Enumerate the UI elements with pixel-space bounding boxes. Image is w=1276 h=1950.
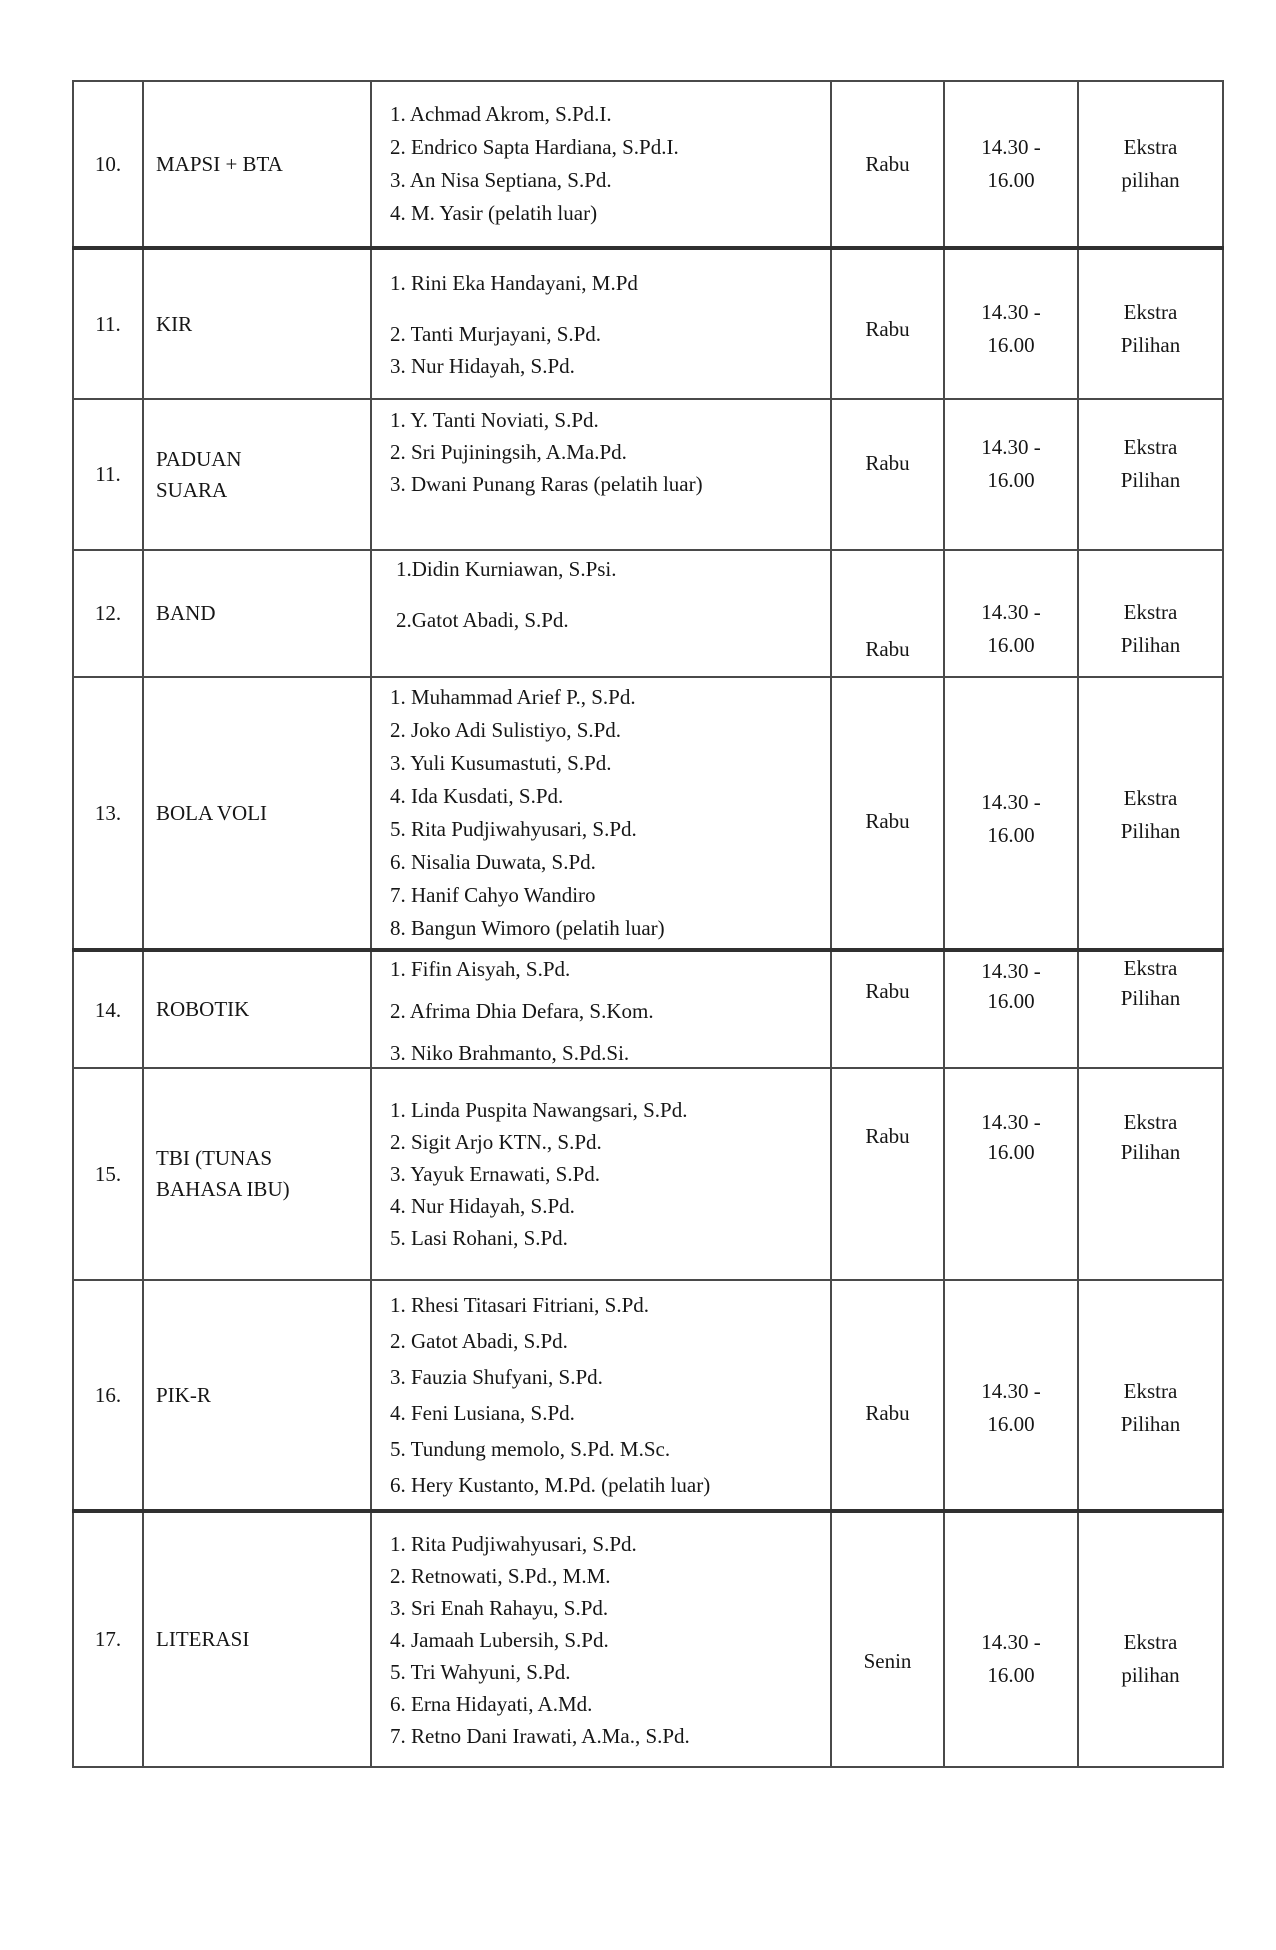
activity-name: TBI (TUNAS	[156, 1146, 273, 1170]
teacher-item: 2. Retnowati, S.Pd., M.M.	[390, 1563, 611, 1588]
time-value: 14.30 -	[981, 300, 1041, 324]
teacher-item: 5. Tundung memolo, S.Pd. M.Sc.	[390, 1437, 671, 1461]
teacher-item: 2. Tanti Murjayani, S.Pd.	[390, 321, 602, 346]
time-cell	[944, 81, 1078, 248]
table-row	[73, 1280, 1223, 1511]
activity-name-cell	[143, 1280, 371, 1511]
teacher-item: 4. Nur Hidayah, S.Pd.	[390, 1194, 575, 1218]
teacher-item: 1.Didin Kurniawan, S.Psi.	[396, 557, 617, 581]
teacher-item: 7. Hanif Cahyo Wandiro	[390, 883, 596, 907]
category-value: Ekstra	[1123, 1629, 1178, 1654]
time-value: 14.30 -	[981, 434, 1041, 459]
category-cell	[1078, 1511, 1223, 1767]
row-number-cell	[73, 1280, 143, 1511]
teacher-item: 1. Muhammad Arief P., S.Pd.	[390, 685, 636, 709]
teacher-item: 1. Achmad Akrom, S.Pd.I.	[390, 102, 612, 126]
day-value: Rabu	[865, 808, 910, 833]
teacher-item: 4. Jamaah Lubersih, S.Pd.	[390, 1627, 609, 1652]
activity-name: KIR	[156, 311, 193, 336]
category-cell	[1078, 81, 1223, 248]
teachers-cell	[371, 550, 831, 677]
day-cell	[831, 1511, 944, 1767]
teacher-item: 2.Gatot Abadi, S.Pd.	[396, 608, 569, 632]
time-cell	[944, 399, 1078, 550]
category-value: Pilihan	[1120, 333, 1181, 357]
activity-name-cell	[143, 550, 371, 677]
teacher-item: 3. Niko Brahmanto, S.Pd.Si.	[390, 1041, 630, 1065]
category-cell	[1078, 677, 1223, 950]
day-value: Rabu	[865, 451, 910, 475]
category-value: Ekstra	[1123, 786, 1178, 810]
activity-name-cell	[143, 81, 371, 248]
time-value: 14.30 -	[981, 600, 1041, 624]
row-number: 17.	[94, 1627, 122, 1651]
category-value: pilihan	[1121, 168, 1180, 192]
row-number: 10.	[94, 151, 122, 176]
teacher-item: 1. Fifin Aisyah, S.Pd.	[390, 957, 571, 981]
activity-name: PIK-R	[156, 1382, 211, 1407]
teacher-item: 6. Hery Kustanto, M.Pd. (pelatih luar)	[390, 1473, 711, 1497]
teacher-item: 1. Rita Pudjiwahyusari, S.Pd.	[390, 1531, 637, 1556]
row-number-cell	[73, 399, 143, 550]
time-value: 16.00	[987, 1412, 1035, 1436]
time-value: 16.00	[987, 823, 1035, 847]
time-value: 16.00	[987, 467, 1035, 492]
category-value: Ekstra	[1123, 956, 1178, 980]
time-value: 14.30 -	[981, 1629, 1041, 1654]
category-cell	[1078, 950, 1223, 1068]
table-row	[73, 81, 1223, 248]
row-number-cell	[73, 550, 143, 677]
teachers-cell	[371, 1280, 831, 1511]
teacher-item: 2. Joko Adi Sulistiyo, S.Pd.	[390, 718, 622, 742]
teacher-item: 4. Feni Lusiana, S.Pd.	[390, 1401, 575, 1425]
teacher-item: 3. Nur Hidayah, S.Pd.	[390, 353, 575, 378]
day-cell	[831, 1068, 944, 1280]
table-row	[73, 677, 1223, 950]
activity-name: BOLA VOLI	[156, 800, 268, 825]
teacher-item: 2. Endrico Sapta Hardiana, S.Pd.I.	[390, 135, 679, 159]
activity-name: ROBOTIK	[156, 997, 250, 1021]
category-cell	[1078, 1280, 1223, 1511]
teacher-item: 4. M. Yasir (pelatih luar)	[390, 201, 598, 225]
day-cell	[831, 550, 944, 677]
time-value: 16.00	[987, 633, 1035, 657]
category-value: Pilihan	[1120, 633, 1181, 657]
table-row	[73, 399, 1223, 550]
teacher-item: 2. Sigit Arjo KTN., S.Pd.	[390, 1130, 602, 1154]
teacher-item: 3. Yuli Kusumastuti, S.Pd.	[390, 751, 612, 775]
teacher-item: 3. Fauzia Shufyani, S.Pd.	[390, 1365, 603, 1389]
time-cell	[944, 950, 1078, 1068]
teacher-item: 6. Erna Hidayati, A.Md.	[390, 1691, 593, 1716]
teachers-cell	[371, 1068, 831, 1280]
day-cell	[831, 1280, 944, 1511]
time-value: 14.30 -	[981, 959, 1041, 983]
activity-name: MAPSI + BTA	[156, 151, 283, 176]
teacher-item: 2. Gatot Abadi, S.Pd.	[390, 1329, 568, 1353]
teacher-item: 2. Afrima Dhia Defara, S.Kom.	[390, 999, 654, 1023]
teacher-item: 1. Rini Eka Handayani, M.Pd	[390, 270, 638, 295]
day-cell	[831, 677, 944, 950]
row-number-cell	[73, 677, 143, 950]
teachers-cell	[371, 81, 831, 248]
day-cell	[831, 81, 944, 248]
day-cell	[831, 399, 944, 550]
teacher-item: 4. Ida Kusdati, S.Pd.	[390, 784, 564, 808]
day-value: Rabu	[865, 151, 910, 176]
time-cell	[944, 1280, 1078, 1511]
row-number-cell	[73, 81, 143, 248]
category-cell	[1078, 399, 1223, 550]
teacher-item: 3. An Nisa Septiana, S.Pd.	[390, 168, 612, 192]
day-value: Rabu	[865, 979, 910, 1003]
row-number: 15.	[94, 1162, 122, 1186]
teachers-cell	[371, 677, 831, 950]
day-cell	[831, 248, 944, 399]
category-value: Ekstra	[1123, 300, 1178, 324]
category-value: Ekstra	[1123, 600, 1178, 624]
category-value: Pilihan	[1120, 819, 1181, 843]
row-number: 14.	[94, 997, 122, 1022]
category-cell	[1078, 550, 1223, 677]
time-cell	[944, 1511, 1078, 1767]
activity-name-cell	[143, 677, 371, 950]
row-number-cell	[73, 248, 143, 399]
time-cell	[944, 550, 1078, 677]
category-value: Ekstra	[1123, 135, 1178, 159]
table-row	[73, 248, 1223, 399]
teacher-item: 1. Y. Tanti Noviati, S.Pd.	[390, 408, 599, 432]
time-value: 16.00	[987, 1662, 1035, 1687]
row-number-cell	[73, 1068, 143, 1280]
teacher-item: 3. Dwani Punang Raras (pelatih luar)	[390, 472, 703, 496]
day-cell	[831, 950, 944, 1068]
activity-name-cell	[143, 248, 371, 399]
time-value: 16.00	[987, 989, 1035, 1013]
category-cell	[1078, 1068, 1223, 1280]
activity-name: PADUAN	[156, 446, 242, 471]
teacher-item: 5. Lasi Rohani, S.Pd.	[390, 1226, 568, 1250]
teacher-item: 2. Sri Pujiningsih, A.Ma.Pd.	[390, 440, 627, 464]
table-row	[73, 550, 1223, 677]
category-value: Pilihan	[1120, 1140, 1181, 1164]
teacher-item: 3. Sri Enah Rahayu, S.Pd.	[390, 1595, 609, 1620]
teacher-item: 5. Tri Wahyuni, S.Pd.	[390, 1659, 571, 1684]
time-cell	[944, 677, 1078, 950]
time-value: 14.30 -	[981, 1379, 1041, 1403]
activity-name: BAND	[156, 601, 216, 625]
table-row	[73, 1511, 1223, 1767]
activity-name-cell	[143, 950, 371, 1068]
row-number: 13.	[94, 800, 122, 825]
category-value: Pilihan	[1120, 1412, 1181, 1436]
time-value: 16.00	[987, 333, 1035, 357]
activity-name: BAHASA IBU)	[156, 1177, 290, 1201]
teacher-item: 6. Nisalia Duwata, S.Pd.	[390, 850, 596, 874]
time-value: 14.30 -	[981, 1110, 1041, 1134]
row-number: 12.	[94, 601, 122, 625]
extracurricular-schedule-table	[72, 80, 1224, 1768]
category-cell	[1078, 248, 1223, 399]
day-value: Rabu	[865, 1124, 910, 1148]
teacher-item: 5. Rita Pudjiwahyusari, S.Pd.	[390, 817, 637, 841]
time-cell	[944, 1068, 1078, 1280]
activity-name-cell	[143, 1068, 371, 1280]
category-value: pilihan	[1121, 1662, 1180, 1687]
time-value: 16.00	[987, 168, 1035, 192]
day-value: Rabu	[865, 316, 910, 341]
category-value: Ekstra	[1123, 1379, 1178, 1403]
table-row	[73, 950, 1223, 1068]
teachers-cell	[371, 950, 831, 1068]
category-value: Pilihan	[1120, 986, 1181, 1010]
teachers-cell	[371, 1511, 831, 1767]
category-value: Ekstra	[1123, 1110, 1178, 1134]
row-number: 11.	[95, 462, 121, 486]
category-value: Pilihan	[1120, 467, 1181, 492]
row-number-cell	[73, 1511, 143, 1767]
category-value: Ekstra	[1123, 434, 1178, 459]
time-value: 14.30 -	[981, 790, 1041, 814]
teacher-item: 1. Rhesi Titasari Fitriani, S.Pd.	[390, 1293, 650, 1317]
row-number: 16.	[94, 1382, 122, 1407]
time-value: 16.00	[987, 1140, 1035, 1164]
day-value: Senin	[863, 1649, 912, 1673]
activity-name: SUARA	[156, 477, 228, 502]
row-number: 11.	[95, 311, 121, 336]
teacher-item: 3. Yayuk Ernawati, S.Pd.	[390, 1162, 601, 1186]
teachers-cell	[371, 399, 831, 550]
day-value: Rabu	[865, 637, 910, 661]
teacher-item: 7. Retno Dani Irawati, A.Ma., S.Pd.	[390, 1723, 690, 1748]
table-row	[73, 1068, 1223, 1280]
time-cell	[944, 248, 1078, 399]
activity-name-cell	[143, 399, 371, 550]
teachers-cell	[371, 248, 831, 399]
teacher-item: 1. Linda Puspita Nawangsari, S.Pd.	[390, 1098, 688, 1122]
time-value: 14.30 -	[981, 135, 1041, 159]
row-number-cell	[73, 950, 143, 1068]
day-value: Rabu	[865, 1400, 910, 1425]
teacher-item: 8. Bangun Wimoro (pelatih luar)	[390, 916, 665, 940]
activity-name: LITERASI	[156, 1627, 250, 1651]
activity-name-cell	[143, 1511, 371, 1767]
